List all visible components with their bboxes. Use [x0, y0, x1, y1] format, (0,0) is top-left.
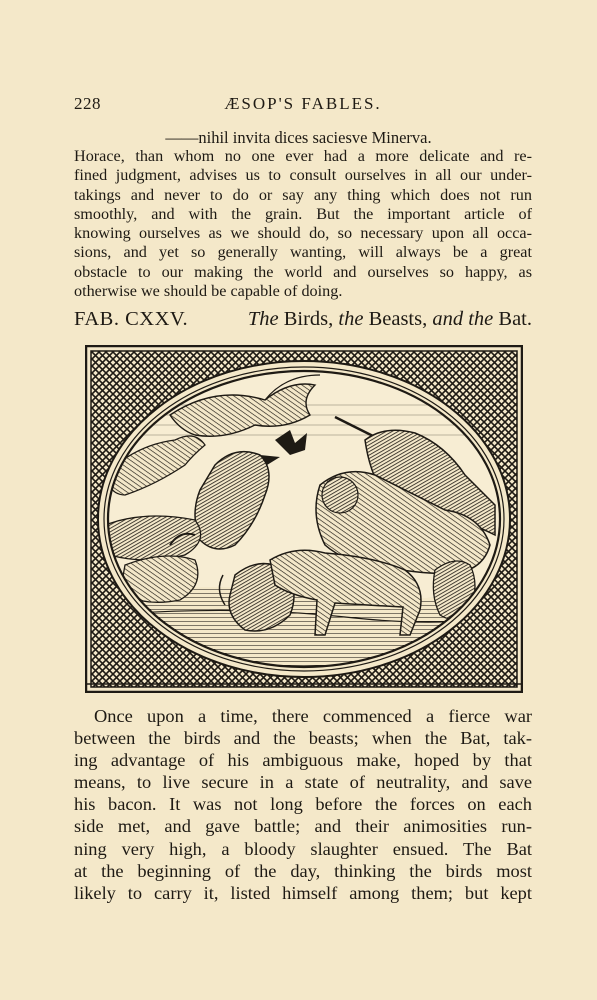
text-line: knowing ourselves as we should do, so necessary upon all occa- — [74, 224, 532, 243]
intro-paragraph — [74, 147, 532, 301]
fable-title-part: Beasts, — [363, 308, 433, 330]
text-line: Horace, than whom no one ever had a more delicate and re- — [74, 147, 532, 165]
fable-title — [248, 308, 532, 331]
text-line: side met, and gave battle; and their animosities run- — [74, 816, 532, 837]
text-line: smoothly, and with the grain. But the important article of — [74, 204, 532, 223]
text-line: fined judgment, advises us to consult ourselves in all our under- — [74, 166, 532, 185]
text-line: ing advantage of his ambiguous make, hoped by that — [74, 750, 532, 771]
text-line: likely to carry it, listed himself among them; but kept — [74, 882, 532, 903]
fable-title-part: Bat. — [493, 308, 532, 330]
text-line: ning very high, a bloody slaughter ensued. The Bat — [74, 838, 532, 859]
text-line: between the birds and the beasts; when the Bat, tak- — [74, 728, 532, 749]
text-line: at the beginning of the day, thinking the birds most — [74, 860, 532, 881]
text-line: sions, and yet so generally wanting, will always be a great — [74, 243, 532, 262]
fable-heading — [74, 308, 532, 336]
text-line: takings and never to do or say any thing which does not run — [74, 185, 532, 204]
text-line: Once upon a time, there commenced a fierce war — [94, 706, 532, 726]
fable-title-part: Birds, — [278, 308, 339, 330]
fable-number: FAB. CXXV. — [74, 308, 189, 330]
text-line: obstacle to our making the world and ourselves so happy, as — [74, 262, 532, 281]
page-number: 228 — [74, 94, 101, 113]
fable-body — [74, 705, 532, 904]
woodcut-birds-beasts-battle-icon — [85, 345, 523, 693]
text-line: means, to live secure in a state of neutrality, and save — [74, 772, 532, 793]
fable-title-part: and the — [432, 308, 494, 330]
latin-quote: ——nihil invita dices saciesve Minerva. — [165, 128, 432, 147]
fable-title-part: the — [338, 308, 364, 330]
text-line: his bacon. It was not long before the forces on each — [74, 794, 532, 815]
running-head — [74, 94, 532, 116]
woodcut-illustration — [85, 345, 523, 693]
fable-title-part: The — [247, 308, 279, 330]
running-title: ÆSOP'S FABLES. — [224, 94, 382, 113]
text-line: otherwise we should be capable of doing. — [74, 282, 343, 301]
